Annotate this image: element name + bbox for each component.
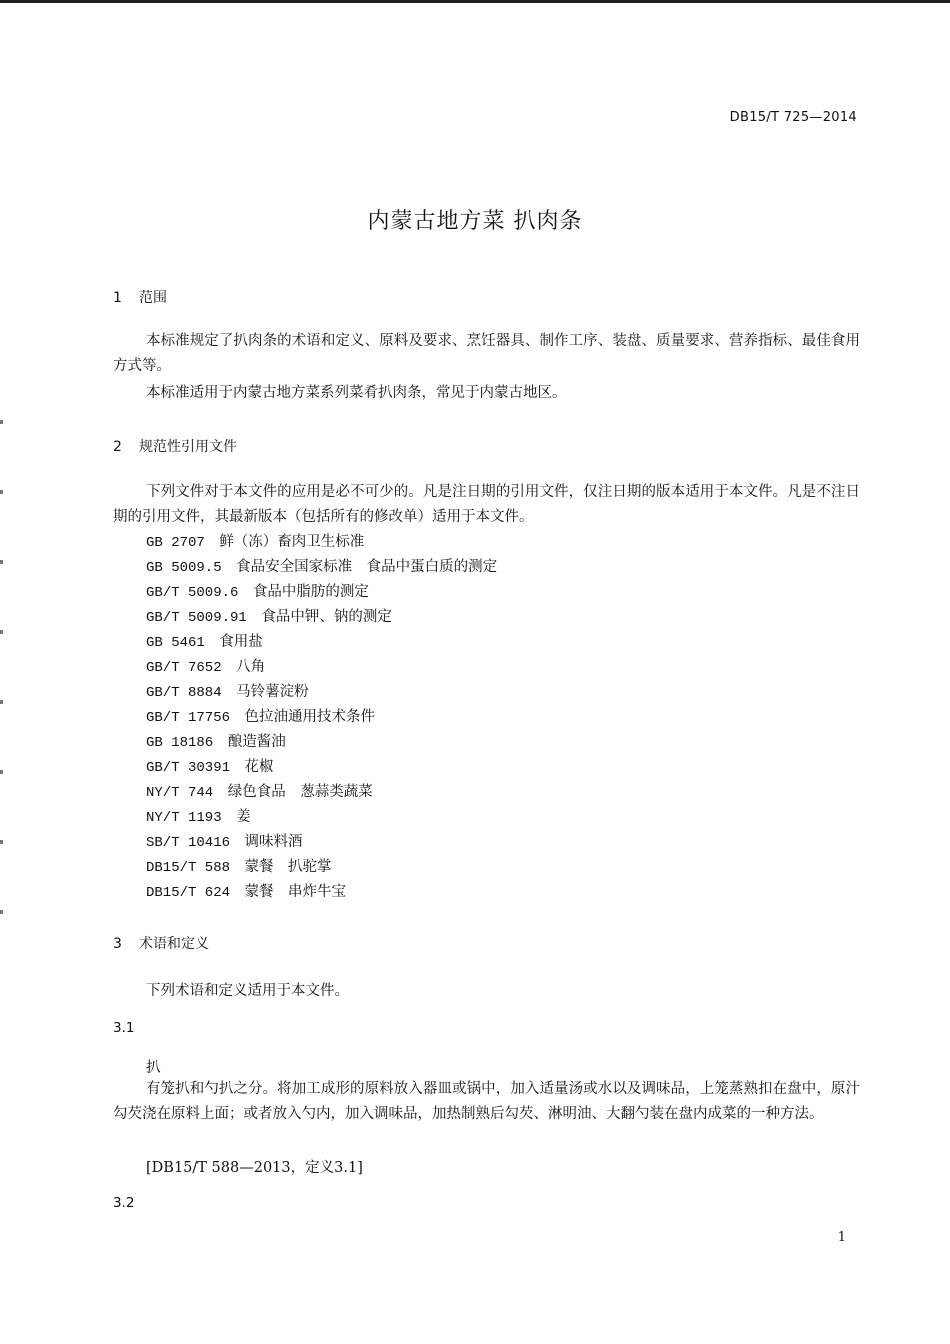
list-item (146, 655, 497, 680)
scope-paragraph-1: 本标准规定了扒肉条的术语和定义、原料及要求、烹饪器具、制作工序、装盘、质量要求、营养指标、最佳食用方式等。 (113, 333, 860, 374)
list-item (146, 630, 497, 655)
refs-intro-paragraph: 下列文件对于本文件的应用是必不可少的。凡是注日期的引用文件，仅注日期的版本适用于本文件。凡是不注日期的引用文件，其最新版本（包括所有的修改单）适用于本文件。 (113, 484, 860, 525)
section-title: 术语和定义 (139, 936, 209, 952)
ref-name: 调味料酒 (244, 834, 303, 850)
ref-code: DB15/T 588 (146, 860, 231, 876)
ref-code: GB/T 8884 (146, 685, 222, 701)
ref-name: 蒙餐 扒驼掌 (244, 859, 332, 875)
top-border (0, 0, 950, 3)
list-item (146, 555, 497, 580)
list-item (146, 730, 497, 755)
list-item (146, 830, 497, 855)
list-item (146, 780, 497, 805)
clause-3-2-number: 3.2 (113, 1195, 135, 1211)
ref-name: 鲜（冻）畜肉卫生标准 (219, 534, 365, 550)
ref-name: 八角 (236, 659, 266, 675)
ref-code: DB15/T 624 (146, 885, 231, 901)
ref-name: 绿色食品 葱蒜类蔬菜 (227, 784, 373, 800)
page-number: 1 (837, 1230, 846, 1245)
ref-name: 酿造酱油 (227, 734, 286, 750)
ref-code: GB/T 17756 (146, 710, 231, 726)
document-code: DB15/T 725—2014 (729, 110, 857, 125)
section-number: 3 (113, 936, 122, 952)
ref-code: GB/T 5009.6 (146, 585, 239, 601)
section-1-heading (113, 287, 167, 307)
list-item (146, 580, 497, 605)
page-title: 内蒙古地方菜 扒肉条 (367, 209, 583, 234)
ref-name: 色拉油通用技术条件 (244, 709, 376, 725)
list-item (146, 755, 497, 780)
clause-3-1-number: 3.1 (113, 1020, 135, 1036)
reference-list (146, 530, 497, 905)
ref-name: 食品中脂肪的测定 (252, 584, 369, 600)
ref-code: NY/T 1193 (146, 810, 222, 826)
ref-code: NY/T 744 (146, 785, 214, 801)
ref-name: 花椒 (244, 759, 274, 775)
ref-name: 马铃薯淀粉 (236, 684, 309, 700)
list-item (146, 805, 497, 830)
list-item (146, 680, 497, 705)
list-item (146, 705, 497, 730)
ref-name: 蒙餐 串炸牛宝 (244, 884, 347, 900)
term-heading: 扒 (146, 1060, 161, 1076)
list-item (146, 880, 497, 905)
ref-code: SB/T 10416 (146, 835, 231, 851)
section-title: 规范性引用文件 (139, 439, 237, 455)
ref-code: GB 2707 (146, 535, 205, 551)
scope-paragraph-2: 本标准适用于内蒙古地方菜系列菜肴扒肉条，常见于内蒙古地区。 (146, 385, 567, 401)
list-item (146, 855, 497, 880)
list-item (146, 530, 497, 555)
section-3-heading (113, 933, 209, 953)
ref-code: GB 5009.5 (146, 560, 222, 576)
section-title: 范围 (139, 290, 167, 306)
scan-edge-marks (0, 380, 3, 980)
ref-name: 食用盐 (219, 634, 263, 650)
ref-code: GB 5461 (146, 635, 205, 651)
ref-name: 食品中钾、钠的测定 (261, 609, 392, 625)
terms-intro-paragraph: 下列术语和定义适用于本文件。 (146, 983, 349, 999)
ref-code: GB/T 7652 (146, 660, 222, 676)
section-number: 2 (113, 439, 122, 455)
ref-name: 姜 (236, 809, 251, 825)
ref-name: 食品安全国家标准 食品中蛋白质的测定 (236, 559, 498, 575)
ref-code: GB/T 5009.91 (146, 610, 247, 626)
section-2-heading (113, 436, 237, 456)
ref-code: GB/T 30391 (146, 760, 231, 776)
definition-source: [DB15/T 588—2013，定义3.1] (146, 1160, 363, 1176)
section-number: 1 (113, 290, 122, 306)
term-definition: 有笼扒和勺扒之分。将加工成形的原料放入器皿或锅中，加入适量汤或水以及调味品，上笼蒸熟扣在盘中，原汁勾芡浇在原料上面；或者放入勺内，加入调味品，加热制熟后勾芡、淋明油、大翻勺装在盘内成菜的一种方法。 (113, 1081, 860, 1122)
list-item (146, 605, 497, 630)
ref-code: GB 18186 (146, 735, 214, 751)
